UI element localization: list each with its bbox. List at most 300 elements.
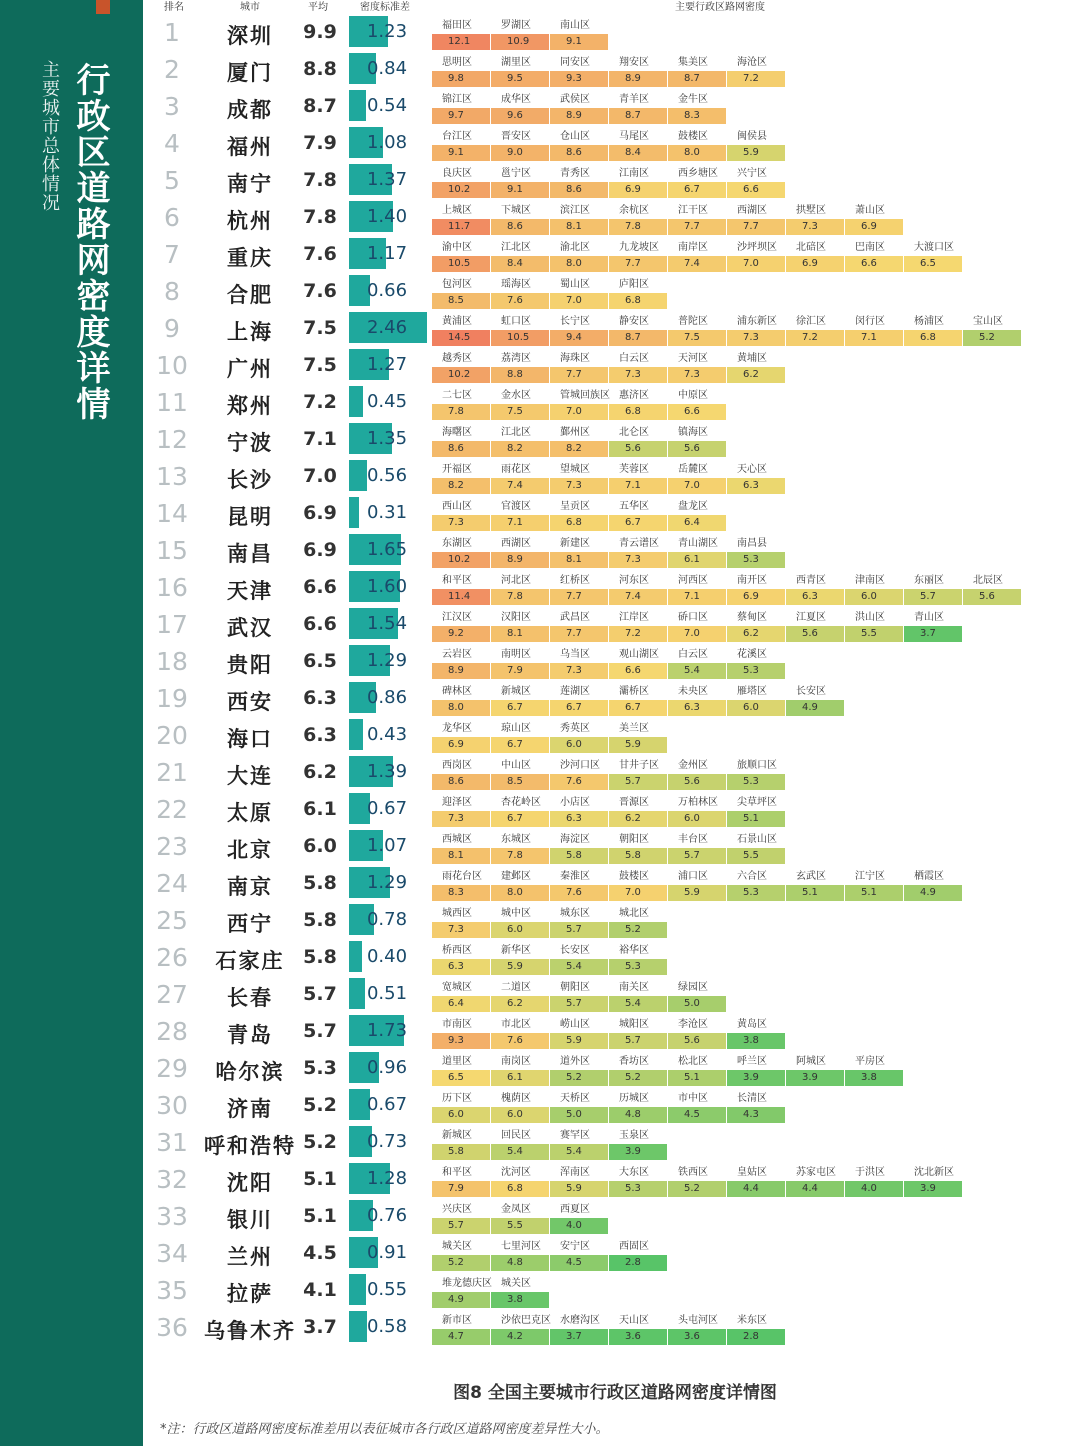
district-density-cell: 7.3 <box>432 515 490 531</box>
district-density-cell: 7.8 <box>432 404 490 420</box>
district-name: 金水区 <box>501 390 531 401</box>
district-density-cell: 6.6 <box>845 256 903 272</box>
district-density-cell: 7.1 <box>668 589 726 605</box>
density-value: 6.1 <box>303 798 337 820</box>
district-density-cell: 8.1 <box>550 552 608 568</box>
district-name: 雁塔区 <box>737 686 767 697</box>
district-density-cell: 5.4 <box>609 996 667 1012</box>
district-name: 苏家屯区 <box>796 1167 836 1178</box>
district-density-cell: 7.9 <box>491 663 549 679</box>
district-name: 渝中区 <box>442 242 472 253</box>
district-density-cell: 5.0 <box>668 996 726 1012</box>
district-density-cell: 7.1 <box>491 515 549 531</box>
district-density-cell: 10.5 <box>432 256 490 272</box>
district-density-cell: 4.7 <box>432 1329 490 1345</box>
district-density-cell: 9.4 <box>550 330 608 346</box>
density-value: 7.8 <box>303 206 337 228</box>
district-density-cell: 7.6 <box>491 1033 549 1049</box>
density-value: 6.6 <box>303 576 337 598</box>
district-name: 回民区 <box>501 1130 531 1141</box>
district-density-cell: 8.2 <box>432 478 490 494</box>
district-name: 米东区 <box>737 1315 767 1326</box>
district-name: 白云区 <box>678 649 708 660</box>
rank-number: 13 <box>156 462 188 491</box>
district-density-cell: 3.9 <box>727 1070 785 1086</box>
district-name: 江南区 <box>619 168 649 179</box>
district-density-cell: 6.0 <box>727 700 785 716</box>
district-name: 赛罕区 <box>560 1130 590 1141</box>
sd-value: 1.08 <box>366 132 408 153</box>
district-name: 管城回族区 <box>560 390 610 401</box>
district-density-cell: 8.0 <box>432 700 490 716</box>
district-name: 呈贡区 <box>560 501 590 512</box>
district-name: 云岩区 <box>442 649 472 660</box>
district-density-cell: 5.2 <box>609 1070 667 1086</box>
district-name: 西青区 <box>796 575 826 586</box>
district-name: 玄武区 <box>796 871 826 882</box>
sd-value: 1.17 <box>366 243 408 264</box>
district-density-cell: 3.7 <box>550 1329 608 1345</box>
density-value: 7.8 <box>303 169 337 191</box>
city-name: 西宁 <box>227 912 273 936</box>
district-density-cell: 3.8 <box>845 1070 903 1086</box>
district-name: 中山区 <box>501 760 531 771</box>
district-name: 普陀区 <box>678 316 708 327</box>
sd-value: 0.58 <box>366 1316 408 1337</box>
district-density-cell: 9.2 <box>432 626 490 642</box>
district-name: 江夏区 <box>796 612 826 623</box>
district-name: 雨花区 <box>501 464 531 475</box>
city-name: 兰州 <box>227 1245 273 1269</box>
district-name: 朝阳区 <box>560 982 590 993</box>
rank-number: 1 <box>164 18 180 47</box>
district-name: 浑南区 <box>560 1167 590 1178</box>
district-name: 瑶海区 <box>501 279 531 290</box>
city-name: 成都 <box>227 98 273 122</box>
district-name: 石景山区 <box>737 834 777 845</box>
district-name: 堆龙德庆区 <box>442 1278 492 1289</box>
sd-value: 1.29 <box>366 872 408 893</box>
district-density-cell: 8.4 <box>491 256 549 272</box>
density-value: 9.9 <box>303 21 337 43</box>
district-name: 江北区 <box>501 242 531 253</box>
rank-number: 15 <box>156 536 188 565</box>
district-name: 马尾区 <box>619 131 649 142</box>
district-density-cell: 7.6 <box>550 885 608 901</box>
district-name: 长宁区 <box>560 316 590 327</box>
district-density-cell: 5.9 <box>609 737 667 753</box>
rank-number: 8 <box>164 277 180 306</box>
district-name: 城中区 <box>501 908 531 919</box>
district-density-cell: 5.3 <box>727 774 785 790</box>
density-value: 5.8 <box>303 872 337 894</box>
sd-value: 0.66 <box>366 280 408 301</box>
city-name: 福州 <box>227 135 273 159</box>
district-density-cell: 9.1 <box>491 182 549 198</box>
density-value: 6.9 <box>303 502 337 524</box>
district-density-cell: 5.5 <box>727 848 785 864</box>
sd-value: 0.73 <box>366 1131 408 1152</box>
district-density-cell: 8.2 <box>550 441 608 457</box>
district-name: 海淀区 <box>560 834 590 845</box>
district-name: 李沧区 <box>678 1019 708 1030</box>
sd-value: 1.35 <box>366 428 408 449</box>
district-density-cell: 7.7 <box>668 219 726 235</box>
district-density-cell: 8.9 <box>609 71 667 87</box>
district-name: 宽城区 <box>442 982 472 993</box>
density-value: 5.2 <box>303 1094 337 1116</box>
district-density-cell: 4.3 <box>727 1107 785 1123</box>
district-density-cell: 6.4 <box>668 515 726 531</box>
density-value: 6.5 <box>303 650 337 672</box>
district-density-cell: 5.2 <box>668 1181 726 1197</box>
sd-value: 0.91 <box>366 1242 408 1263</box>
district-density-cell: 7.2 <box>786 330 844 346</box>
rank-number: 32 <box>156 1165 188 1194</box>
sd-value: 1.65 <box>366 539 408 560</box>
district-density-cell: 6.7 <box>668 182 726 198</box>
district-name: 沙依巴克区 <box>501 1315 551 1326</box>
density-value: 6.3 <box>303 724 337 746</box>
district-density-cell: 8.1 <box>491 626 549 642</box>
district-density-cell: 4.2 <box>491 1329 549 1345</box>
district-name: 东湖区 <box>442 538 472 549</box>
district-name: 莲湖区 <box>560 686 590 697</box>
district-name: 和平区 <box>442 575 472 586</box>
district-density-cell: 8.6 <box>550 145 608 161</box>
district-density-cell: 7.3 <box>727 330 785 346</box>
sd-value: 2.46 <box>366 317 408 338</box>
district-name: 头屯河区 <box>678 1315 718 1326</box>
district-density-cell: 5.4 <box>491 1144 549 1160</box>
district-name: 未央区 <box>678 686 708 697</box>
district-name: 晋源区 <box>619 797 649 808</box>
rank-number: 29 <box>156 1054 188 1083</box>
district-name: 迎泽区 <box>442 797 472 808</box>
district-name: 盘龙区 <box>678 501 708 512</box>
district-name: 旅顺口区 <box>737 760 777 771</box>
district-density-cell: 6.7 <box>491 737 549 753</box>
district-density-cell: 5.6 <box>668 441 726 457</box>
district-density-cell: 6.0 <box>491 1107 549 1123</box>
density-value: 6.6 <box>303 613 337 635</box>
district-name: 思明区 <box>442 57 472 68</box>
district-density-cell: 7.0 <box>668 626 726 642</box>
sd-value: 0.96 <box>366 1057 408 1078</box>
rank-number: 17 <box>156 610 188 639</box>
district-name: 新华区 <box>501 945 531 956</box>
district-density-cell: 5.3 <box>609 959 667 975</box>
district-name: 北碚区 <box>796 242 826 253</box>
district-density-cell: 4.0 <box>845 1181 903 1197</box>
district-name: 香坊区 <box>619 1056 649 1067</box>
district-density-cell: 6.9 <box>786 256 844 272</box>
district-density-cell: 6.9 <box>432 737 490 753</box>
district-name: 青山湖区 <box>678 538 718 549</box>
sd-value: 0.78 <box>366 909 408 930</box>
rank-number: 2 <box>164 55 180 84</box>
district-density-cell: 3.9 <box>609 1144 667 1160</box>
sd-value: 1.54 <box>366 613 408 634</box>
district-name: 良庆区 <box>442 168 472 179</box>
district-density-cell: 6.0 <box>491 922 549 938</box>
district-density-cell: 8.6 <box>550 182 608 198</box>
density-value: 6.9 <box>303 539 337 561</box>
district-density-cell: 5.4 <box>550 959 608 975</box>
district-density-cell: 5.1 <box>727 811 785 827</box>
district-name: 历城区 <box>619 1093 649 1104</box>
district-name: 浦东新区 <box>737 316 777 327</box>
district-density-cell: 5.4 <box>550 1144 608 1160</box>
district-name: 集美区 <box>678 57 708 68</box>
district-density-cell: 3.6 <box>668 1329 726 1345</box>
district-density-cell: 9.1 <box>550 34 608 50</box>
district-name: 静安区 <box>619 316 649 327</box>
city-name: 济南 <box>227 1097 273 1121</box>
district-density-cell: 7.7 <box>727 219 785 235</box>
district-name: 槐荫区 <box>501 1093 531 1104</box>
district-density-cell: 9.6 <box>491 108 549 124</box>
district-name: 观山湖区 <box>619 649 659 660</box>
district-density-cell: 5.6 <box>963 589 1021 605</box>
district-name: 渝北区 <box>560 242 590 253</box>
district-name: 成华区 <box>501 94 531 105</box>
district-density-cell: 6.6 <box>727 182 785 198</box>
district-name: 同安区 <box>560 57 590 68</box>
district-name: 青羊区 <box>619 94 649 105</box>
district-density-cell: 5.9 <box>491 959 549 975</box>
district-name: 城阳区 <box>619 1019 649 1030</box>
district-density-cell: 4.5 <box>668 1107 726 1123</box>
district-density-cell: 9.5 <box>491 71 549 87</box>
district-name: 朝阳区 <box>619 834 649 845</box>
density-value: 7.1 <box>303 428 337 450</box>
district-name: 蜀山区 <box>560 279 590 290</box>
rank-number: 36 <box>156 1313 188 1342</box>
district-density-cell: 8.4 <box>609 145 667 161</box>
district-name: 西夏区 <box>560 1204 590 1215</box>
sd-value: 0.67 <box>366 798 408 819</box>
rank-number: 3 <box>164 92 180 121</box>
district-density-cell: 8.5 <box>491 774 549 790</box>
district-density-cell: 10.2 <box>432 367 490 383</box>
district-density-cell: 7.3 <box>668 367 726 383</box>
district-name: 沙河口区 <box>560 760 600 771</box>
district-name: 杏花岭区 <box>501 797 541 808</box>
district-density-cell: 8.0 <box>491 885 549 901</box>
district-name: 武昌区 <box>560 612 590 623</box>
district-name: 天桥区 <box>560 1093 590 1104</box>
district-density-cell: 7.7 <box>550 367 608 383</box>
district-density-cell: 7.0 <box>550 404 608 420</box>
district-name: 杨浦区 <box>914 316 944 327</box>
district-density-cell: 8.6 <box>432 774 490 790</box>
district-name: 天心区 <box>737 464 767 475</box>
district-name: 琼山区 <box>501 723 531 734</box>
district-density-cell: 7.1 <box>845 330 903 346</box>
district-name: 花溪区 <box>737 649 767 660</box>
district-density-cell: 7.3 <box>432 811 490 827</box>
district-name: 拱墅区 <box>796 205 826 216</box>
city-name: 杭州 <box>227 209 273 233</box>
sidebar-subtitle: 主要城市总体情况 <box>39 60 60 212</box>
district-name: 美兰区 <box>619 723 649 734</box>
district-density-cell: 5.9 <box>668 885 726 901</box>
city-name: 青岛 <box>227 1023 273 1047</box>
district-name: 福田区 <box>442 20 472 31</box>
district-name: 大东区 <box>619 1167 649 1178</box>
district-name: 和平区 <box>442 1167 472 1178</box>
district-name: 秀英区 <box>560 723 590 734</box>
district-density-cell: 5.1 <box>845 885 903 901</box>
district-density-cell: 5.7 <box>609 1033 667 1049</box>
district-name: 长安区 <box>796 686 826 697</box>
district-density-cell: 5.6 <box>609 441 667 457</box>
district-density-cell: 3.6 <box>609 1329 667 1345</box>
district-name: 海珠区 <box>560 353 590 364</box>
rank-number: 6 <box>164 203 180 232</box>
sd-value: 0.51 <box>366 983 408 1004</box>
city-name: 银川 <box>227 1208 273 1232</box>
district-name: 城西区 <box>442 908 472 919</box>
district-name: 开福区 <box>442 464 472 475</box>
density-value: 5.8 <box>303 946 337 968</box>
rank-number: 9 <box>164 314 180 343</box>
density-value: 7.5 <box>303 317 337 339</box>
district-name: 包河区 <box>442 279 472 290</box>
rank-number: 28 <box>156 1017 188 1046</box>
density-value: 5.3 <box>303 1057 337 1079</box>
rank-number: 4 <box>164 129 180 158</box>
district-density-cell: 5.8 <box>550 848 608 864</box>
district-density-cell: 8.1 <box>550 219 608 235</box>
density-value: 6.3 <box>303 687 337 709</box>
district-name: 平房区 <box>855 1056 885 1067</box>
rank-number: 33 <box>156 1202 188 1231</box>
city-name: 贵阳 <box>227 653 273 677</box>
district-density-cell: 9.1 <box>432 145 490 161</box>
sd-value: 1.29 <box>366 650 408 671</box>
district-name: 城北区 <box>619 908 649 919</box>
city-name: 南京 <box>227 875 273 899</box>
district-name: 金州区 <box>678 760 708 771</box>
district-density-cell: 5.7 <box>904 589 962 605</box>
district-density-cell: 7.4 <box>491 478 549 494</box>
district-name: 安宁区 <box>560 1241 590 1252</box>
district-name: 岳麓区 <box>678 464 708 475</box>
district-name: 台江区 <box>442 131 472 142</box>
district-name: 江汉区 <box>442 612 472 623</box>
district-density-cell: 6.9 <box>845 219 903 235</box>
district-name: 晋安区 <box>501 131 531 142</box>
district-density-cell: 5.7 <box>668 848 726 864</box>
district-density-cell: 6.5 <box>432 1070 490 1086</box>
district-name: 北辰区 <box>973 575 1003 586</box>
district-name: 铁西区 <box>678 1167 708 1178</box>
district-name: 徐汇区 <box>796 316 826 327</box>
city-name: 长春 <box>227 986 273 1010</box>
district-density-cell: 5.6 <box>668 774 726 790</box>
district-name: 锦江区 <box>442 94 472 105</box>
district-name: 罗湖区 <box>501 20 531 31</box>
rank-number: 11 <box>156 388 188 417</box>
sd-value: 0.56 <box>366 465 408 486</box>
district-density-cell: 6.3 <box>432 959 490 975</box>
district-density-cell: 7.8 <box>491 848 549 864</box>
district-density-cell: 6.0 <box>550 737 608 753</box>
district-density-cell: 6.0 <box>432 1107 490 1123</box>
district-density-cell: 4.5 <box>550 1255 608 1271</box>
sd-value: 1.07 <box>366 835 408 856</box>
district-density-cell: 9.7 <box>432 108 490 124</box>
density-value: 7.6 <box>303 243 337 265</box>
district-density-cell: 7.3 <box>609 367 667 383</box>
district-name: 碑林区 <box>442 686 472 697</box>
district-name: 小店区 <box>560 797 590 808</box>
district-density-cell: 4.9 <box>786 700 844 716</box>
rank-number: 30 <box>156 1091 188 1120</box>
rank-number: 26 <box>156 943 188 972</box>
sd-value: 1.40 <box>366 206 408 227</box>
district-density-cell: 7.0 <box>609 885 667 901</box>
sd-value: 1.28 <box>366 1168 408 1189</box>
city-name: 广州 <box>227 357 273 381</box>
sd-value: 1.23 <box>366 21 408 42</box>
district-density-cell: 6.3 <box>786 589 844 605</box>
district-density-cell: 7.4 <box>609 589 667 605</box>
district-density-cell: 7.8 <box>491 589 549 605</box>
rank-number: 10 <box>156 351 188 380</box>
district-name: 六合区 <box>737 871 767 882</box>
district-density-cell: 6.3 <box>727 478 785 494</box>
district-name: 鄞州区 <box>560 427 590 438</box>
district-name: 二七区 <box>442 390 472 401</box>
district-name: 尖草坪区 <box>737 797 777 808</box>
district-density-cell: 7.2 <box>727 71 785 87</box>
district-name: 下城区 <box>501 205 531 216</box>
district-name: 秦淮区 <box>560 871 590 882</box>
rank-number: 16 <box>156 573 188 602</box>
sd-value: 0.43 <box>366 724 408 745</box>
district-density-cell: 11.4 <box>432 589 490 605</box>
city-name: 沈阳 <box>227 1171 273 1195</box>
district-name: 闽侯县 <box>737 131 767 142</box>
city-name: 上海 <box>227 320 273 344</box>
district-density-cell: 6.3 <box>668 700 726 716</box>
city-name: 昆明 <box>227 505 273 529</box>
district-density-cell: 6.6 <box>668 404 726 420</box>
district-name: 浦口区 <box>678 871 708 882</box>
district-name: 裕华区 <box>619 945 649 956</box>
district-density-cell: 6.0 <box>845 589 903 605</box>
district-name: 鼓楼区 <box>619 871 649 882</box>
district-name: 邕宁区 <box>501 168 531 179</box>
district-density-cell: 2.8 <box>727 1329 785 1345</box>
density-value: 7.5 <box>303 354 337 376</box>
density-value: 3.7 <box>303 1316 337 1338</box>
district-density-cell: 5.1 <box>668 1070 726 1086</box>
district-density-cell: 7.5 <box>491 404 549 420</box>
district-density-cell: 7.0 <box>668 478 726 494</box>
district-name: 新城区 <box>442 1130 472 1141</box>
rank-number: 25 <box>156 906 188 935</box>
district-density-cell: 4.9 <box>432 1292 490 1308</box>
city-name: 合肥 <box>227 283 273 307</box>
district-density-cell: 7.9 <box>432 1181 490 1197</box>
district-name: 道里区 <box>442 1056 472 1067</box>
district-name: 玉泉区 <box>619 1130 649 1141</box>
rank-number: 27 <box>156 980 188 1009</box>
